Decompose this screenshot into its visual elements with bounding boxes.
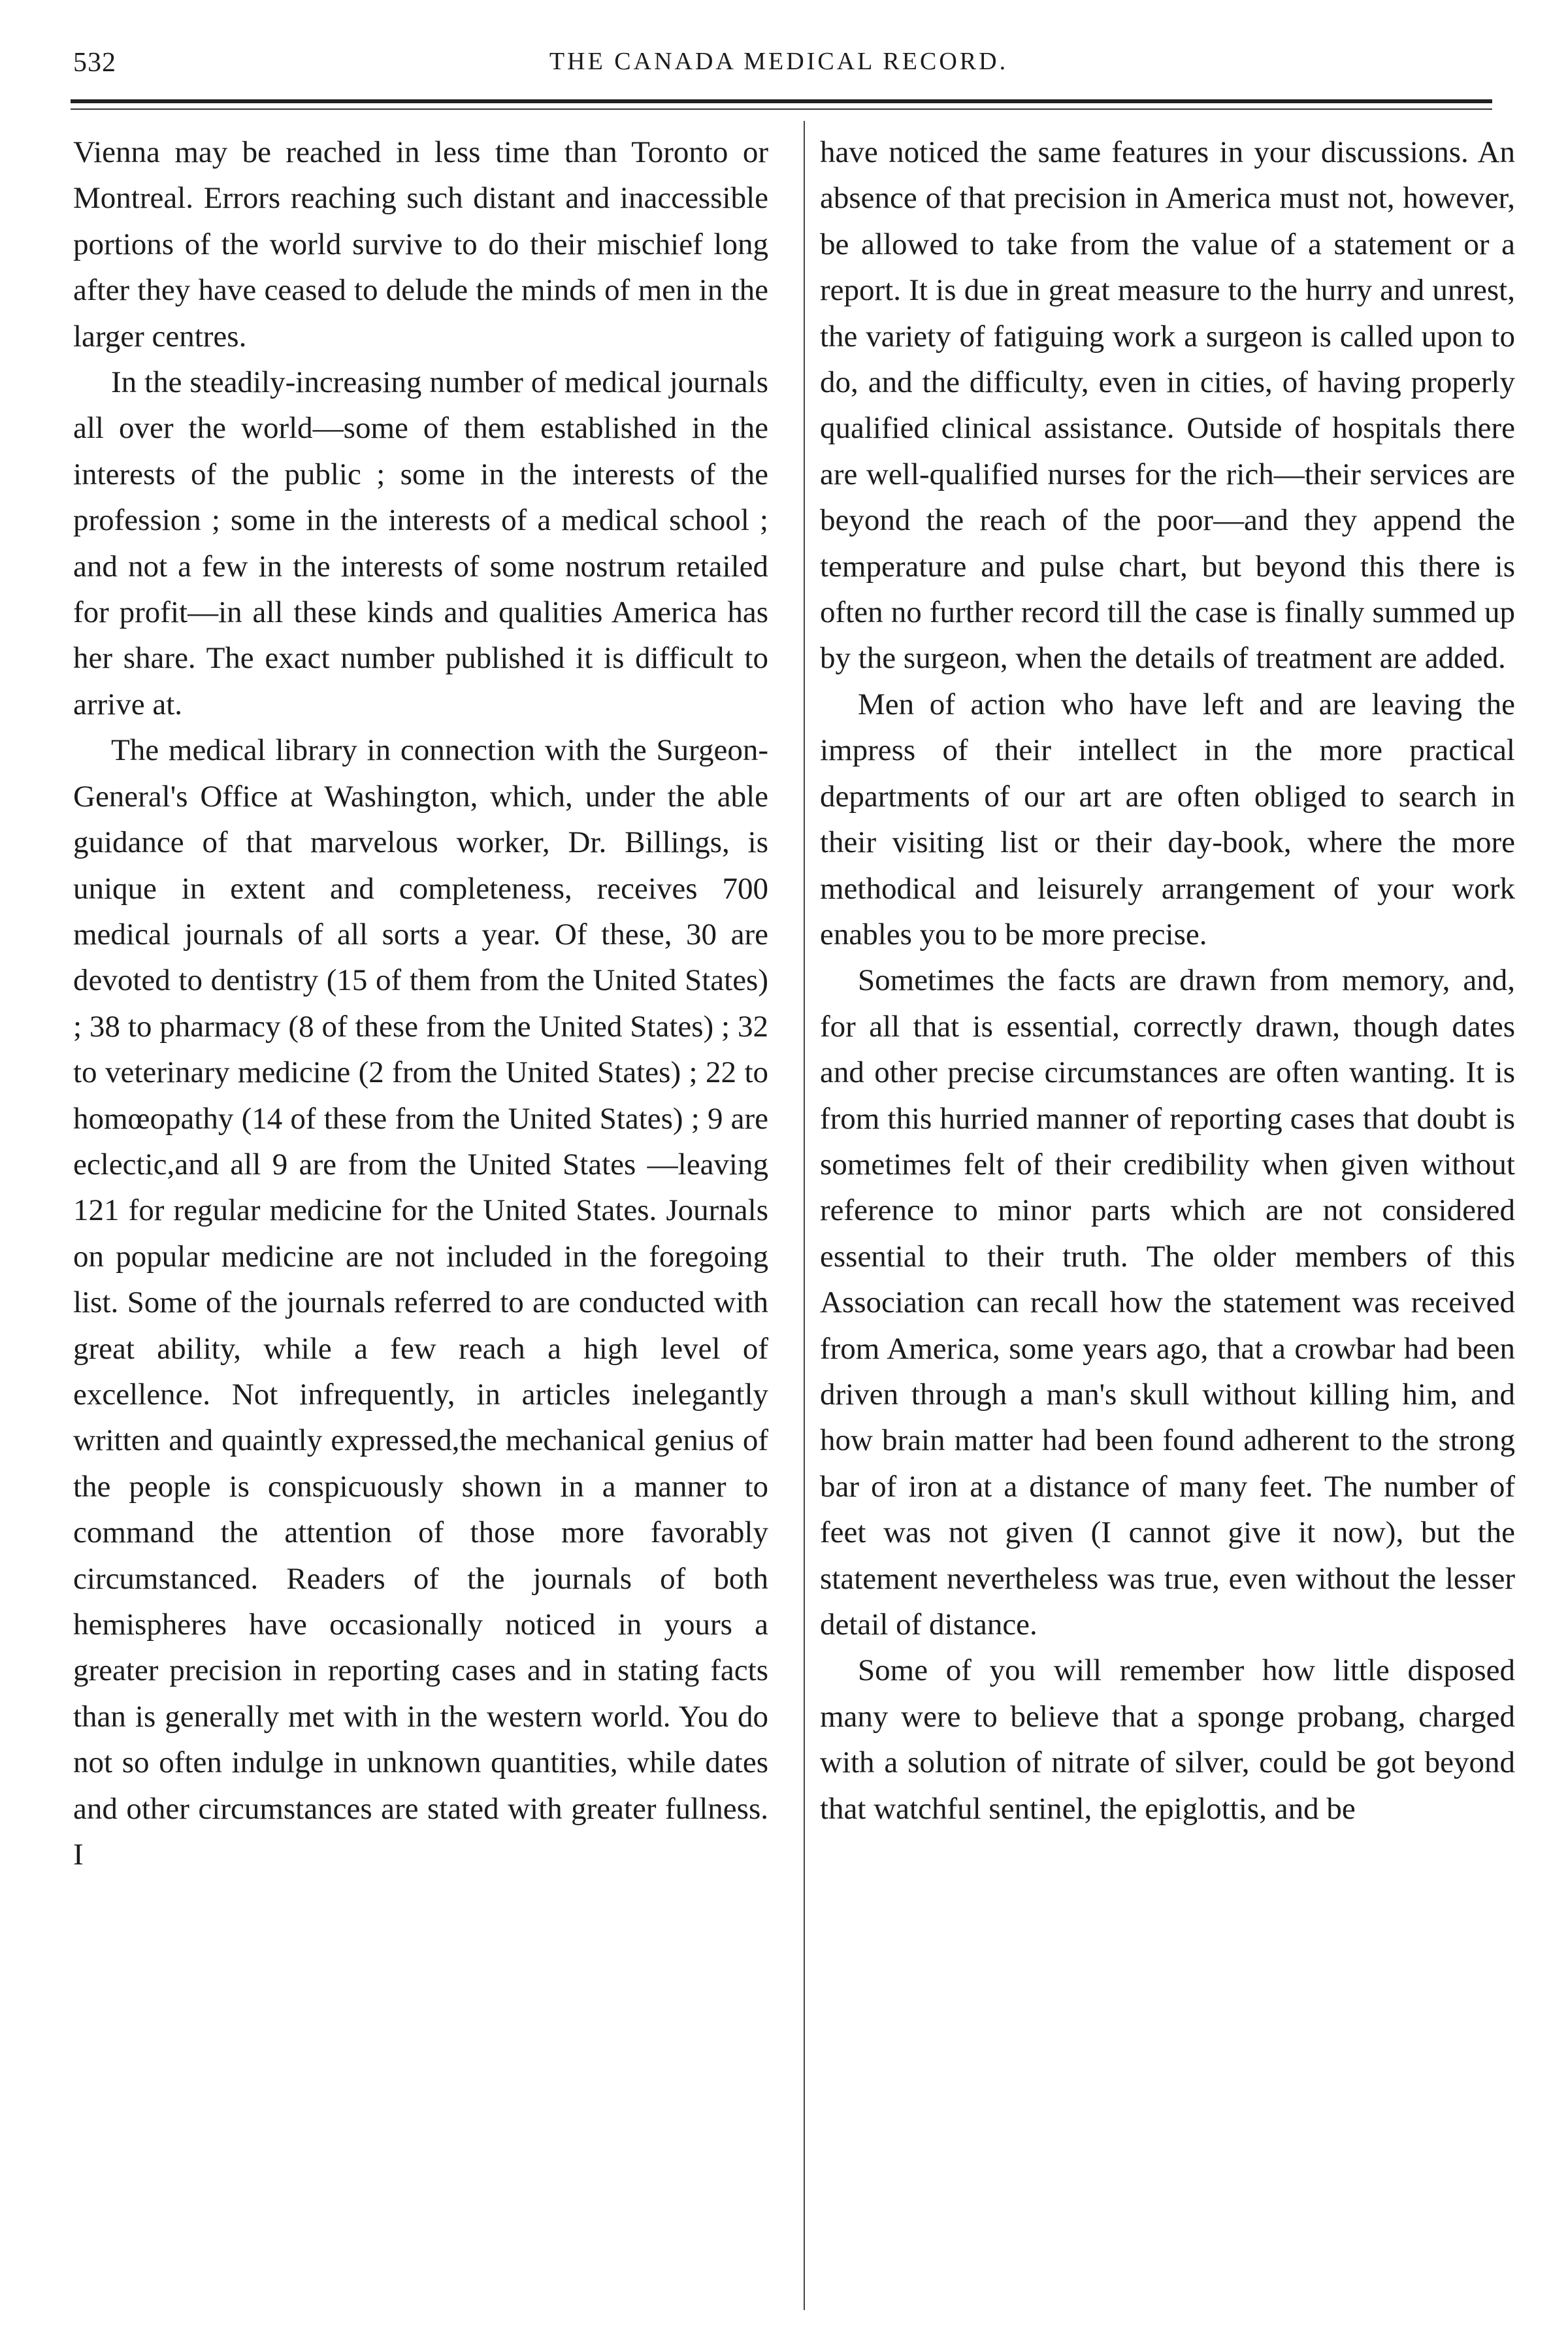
paragraph: In the steadily-increasing number of medical journals all over the world—some of them established in the interests of the public ; some in the interests of the profession ; some in the interests of a medical school ; and not a few in the interests of some nostrum retailed for profit—in all these kinds and qualities America has her share. The exact number published it is difficult to arrive at.	[73, 365, 768, 721]
page-header	[73, 47, 1484, 86]
paragraph: have noticed the same features in your discussions. An absence of that precision in America must not, however, be allowed to take from the value of a statement or a report. It is due in great measure to the hurry and unrest, the variety of fatiguing work a surgeon is called upon to do, and the difficulty, even in cities, of having properly qualified clinical assistance. Outside of hospitals there are well-qualified nurses for the rich—their services are beyond the reach of the poor—and they append the temperature and pulse chart, but beyond this there is often no further record till the case is finally summed up by the surgeon, when the details of treatment are added.	[820, 135, 1515, 676]
header-rule-thick	[71, 99, 1492, 103]
paragraph: Sometimes the facts are drawn from memory, and, for all that is essential, correctly drawn, though dates and other precise circumstances are often wanting. It is from this hurried manner of reporting cases that doubt is sometimes felt of their credibility when given without reference to minor parts which are not considered essential to their truth. The older members of this Association can recall how the statement was received from America, some years ago, that a crowbar had been driven through a man's skull without killing him, and how brain matter had been found adherent to the strong bar of iron at a distance of many feet. The number of feet was not given (I cannot give it now), but the statement nevertheless was true, even without the lesser detail of distance.	[820, 963, 1515, 1642]
paragraph: Men of action who have left and are leaving the impress of their intellect in the more practical departments of our art are often obliged to search in their visiting list or their day-book, where the more methodical and leisurely arrangement of your work enables you to be more precise.	[820, 687, 1515, 951]
paragraph: Some of you will remember how little disposed many were to believe that a sponge probang, charged with a solution of nitrate of silver, could be got beyond that watchful sentinel, the epiglottis, and be	[820, 1653, 1515, 1826]
paragraph: The medical library in connection with the Surgeon-General's Office at Washington, which, under the able guidance of that marvelous worker, Dr. Billings, is unique in extent and completeness, receives 700 medical journals of all sorts a year. Of these, 30 are devoted to dentistry (15 of them from the United States) ; 38 to pharmacy (8 of these from the United States) ; 32 to veterinary medicine (2 from the United States) ; 22 to homœopathy (14 of these from the United States) ; 9 are eclectic,and all 9 are from the United States —leaving 121 for regular medicine for the United States. Journals on popular medicine are not included in the foregoing list. Some of the journals referred to are conducted with great ability, while a few reach a high level of excellence. Not infrequently, in articles inelegantly written and quaintly expressed,the mechanical genius of the people is conspicuously shown in a manner to command the attention of those more favorably circumstanced. Readers of the journals of both hemispheres have occasionally noticed in yours a greater precision in reporting cases and in stating facts than is generally met with in the western world. You do not so often indulge in unknown quantities, while dates and other circumstances are stated with greater fullness. I	[73, 733, 768, 1872]
left-column	[73, 129, 768, 1877]
header-rule-thin	[71, 108, 1492, 110]
paragraph: Vienna may be reached in less time than Toronto or Montreal. Errors reaching such distant and inaccessible portions of the world survive to do their mischief long after they have ceased to delude the minds of men in the larger centres.	[73, 135, 768, 354]
running-title: THE CANADA MEDICAL RECORD.	[549, 48, 1009, 75]
right-column	[820, 129, 1515, 1832]
page-number: 532	[73, 48, 116, 78]
column-divider	[804, 121, 805, 2310]
